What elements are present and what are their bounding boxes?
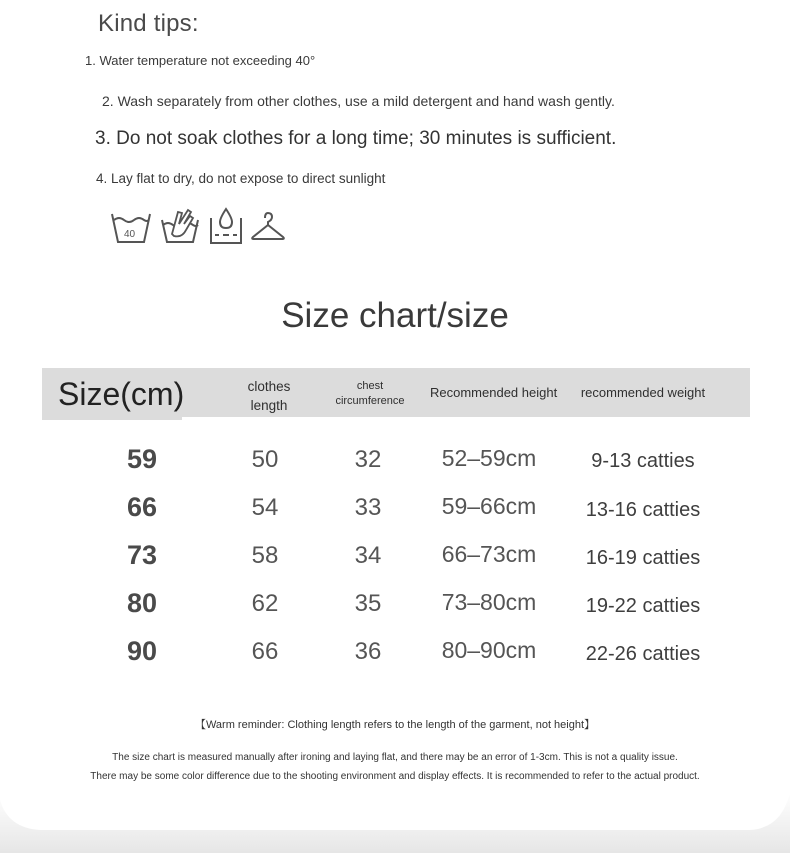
cell-size: 73 xyxy=(126,540,158,570)
header-chest-circumference xyxy=(330,379,410,409)
wash-temp-label: 40 xyxy=(124,229,136,240)
cell-chest: 33 xyxy=(354,494,382,521)
size-chart-title: Size chart/size xyxy=(281,296,509,335)
cell-chest: 34 xyxy=(354,542,382,569)
no-bleach-icon xyxy=(208,206,244,246)
tip-item-4: 4. Lay flat to dry, do not expose to direct sunlight xyxy=(96,171,386,186)
cell-height: 73–80cm xyxy=(441,589,537,615)
header-clothes-length xyxy=(238,377,300,415)
cell-length: 50 xyxy=(251,446,279,473)
cell-chest: 35 xyxy=(354,590,382,617)
cell-length: 54 xyxy=(251,494,279,521)
wash-40-icon xyxy=(108,206,154,246)
cell-chest: 36 xyxy=(354,638,382,665)
disclaimer-color: There may be some color difference due to the shooting environment and display effects. It is recommended to refer to the actual product. xyxy=(90,771,700,782)
cell-weight: 19-22 catties xyxy=(585,595,701,617)
warm-reminder: 【Warm reminder: Clothing length refers to the length of the garment, not height】 xyxy=(194,719,596,731)
cell-weight: 22-26 catties xyxy=(585,643,701,665)
header-chest-line2: circumference xyxy=(335,395,405,407)
tip-item-2: 2. Wash separately from other clothes, use a mild detergent and hand wash gently. xyxy=(102,93,615,109)
header-recommended-height: Recommended height xyxy=(430,385,558,400)
cell-length: 66 xyxy=(251,638,279,665)
hand-wash-icon xyxy=(158,206,202,246)
bottom-curve-decoration xyxy=(0,770,790,853)
cell-weight: 9-13 catties xyxy=(591,450,695,472)
cell-length: 62 xyxy=(251,590,279,617)
cell-size: 66 xyxy=(126,492,158,522)
cell-height: 59–66cm xyxy=(441,493,537,519)
tip-item-1: 1. Water temperature not exceeding 40° xyxy=(85,53,316,68)
care-icons xyxy=(108,206,288,246)
disclaimer-measurement: The size chart is measured manually after ironing and laying flat, and there may be an error of 1-3cm. This is not a quality issue. xyxy=(112,752,678,763)
cell-height: 80–90cm xyxy=(441,637,537,663)
tip-item-3: 3. Do not soak clothes for a long time; 30 minutes is sufficient. xyxy=(95,128,617,149)
tips-title: Kind tips: xyxy=(98,10,199,37)
header-clothes-length-line1: clothes xyxy=(247,379,291,394)
header-size: Size(cm) xyxy=(58,376,185,412)
cell-size: 90 xyxy=(126,636,158,666)
cell-weight: 13-16 catties xyxy=(585,499,701,521)
cell-length: 58 xyxy=(251,542,279,569)
cell-weight: 16-19 catties xyxy=(585,547,701,569)
cell-size: 80 xyxy=(126,588,158,618)
cell-height: 52–59cm xyxy=(441,445,537,471)
header-clothes-length-line2: length xyxy=(250,398,288,413)
header-recommended-weight: recommended weight xyxy=(580,385,706,400)
cell-chest: 32 xyxy=(354,446,382,473)
hanger-icon xyxy=(250,206,286,246)
header-chest-line1: chest xyxy=(356,380,384,392)
cell-height: 66–73cm xyxy=(441,541,537,567)
cell-size: 59 xyxy=(126,444,158,474)
